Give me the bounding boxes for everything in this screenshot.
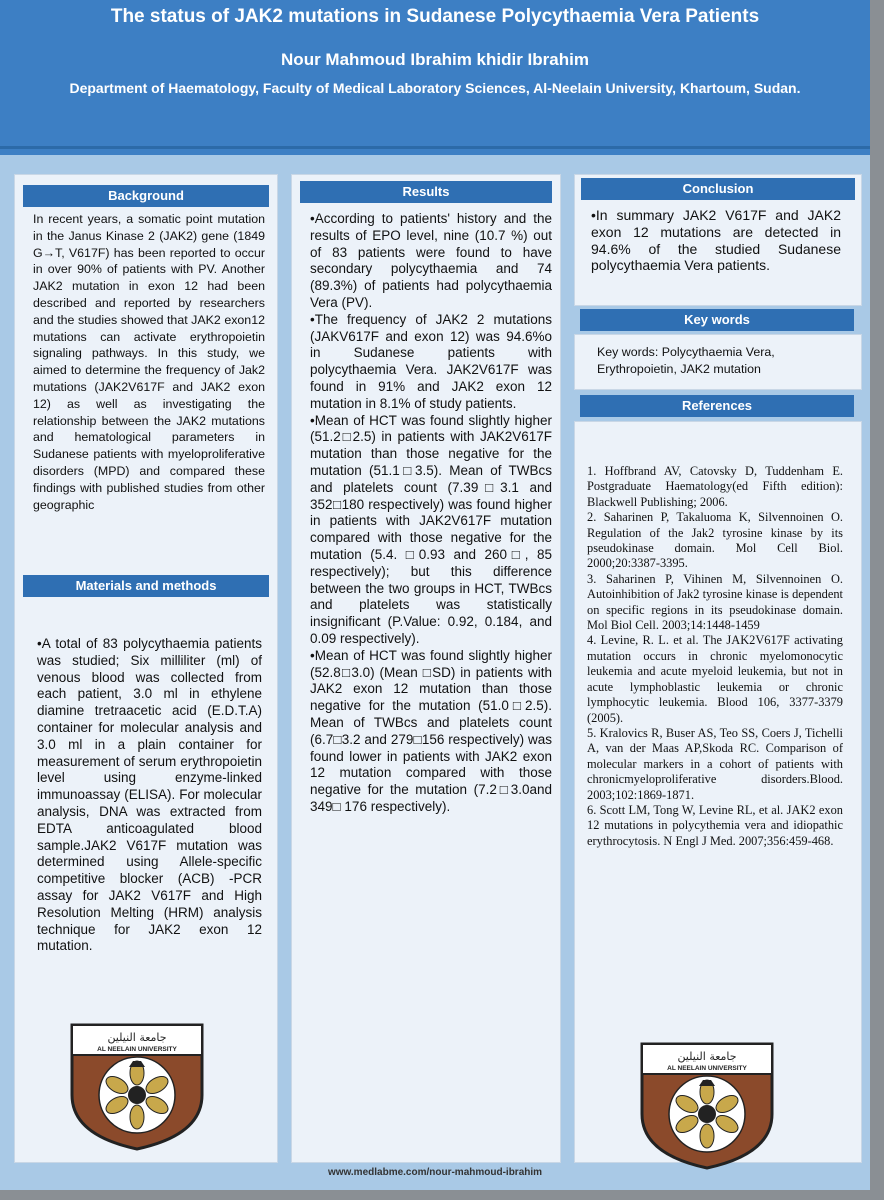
results-paragraph: •Mean of HCT was found slightly higher (52.8□3.0) (Mean □SD) in patients with JAK2 exon 12 mutation than those negative for the mutation (51.0□2.5). Mean of TWBcs and platelets count (6.7□3.2 and 279□156 respectively) was found lower in patients with JAK2 exon 12 mutation compared with those negative for the mutation (7.2□3.0and 349□ 176 respectively). — [310, 647, 552, 814]
header-divider — [0, 146, 870, 149]
results-paragraph: •According to patients' history and the results of EPO level, nine (10.7 %) out of 83 patients were found to have secondary polycythaemia and 74 (89.3%) of patients had polycythaemia Vera (PV). — [310, 211, 552, 310]
poster-department: Department of Haematology, Faculty of Medical Laboratory Sciences, Al-Neelain University, Khartoum, Sudan. — [69, 80, 801, 96]
conclusion-text: •In summary JAK2 V617F and JAK2 exon 12 mutations are detected in 94.6% of the studied Sudanese polycythaemia Vera patients. — [591, 207, 841, 274]
keywords-text: Key words: Polycythaemia Vera, Erythropoietin, JAK2 mutation — [597, 345, 775, 376]
reference-item: 3. Saharinen P, Vihinen M, Silvennoinen O. Autoinhibition of Jak2 tyrosine kinase is dependent on specific regions in its pseudokinase domain. Mol Biol Cell. 2003;14:1448-1459 — [587, 571, 843, 633]
keywords-box — [574, 334, 862, 390]
logo-arabic-text: جامعة النيلين — [677, 1050, 737, 1063]
logo-english-text: AL NEELAIN UNIVERSITY — [667, 1065, 747, 1072]
reference-item: 4. Levine, R. L. et al. The JAK2V617F activating mutation occurs in chronic myelomonocytic leukemia and acute myeloid leukemia, but not in acute lymphoblastic leukemia or chronic lymphocytic leukemia. Blood 106, 3377-3379 (2005). — [587, 633, 843, 725]
background-heading: Background — [23, 185, 269, 207]
logo-english-text: AL NEELAIN UNIVERSITY — [97, 1046, 177, 1053]
references-box — [574, 421, 862, 1163]
left-column — [14, 174, 278, 1163]
results-heading: Results — [300, 181, 552, 203]
poster-header — [0, 0, 870, 155]
logo-core — [128, 1086, 146, 1104]
keywords-heading: Key words — [580, 309, 854, 331]
footer-url: www.medlabme.com/nour-mahmoud-ibrahim — [327, 1167, 543, 1178]
middle-column — [291, 174, 561, 1163]
references-heading: References — [580, 395, 854, 417]
reference-item: 5. Kralovics R, Buser AS, Teo SS, Coers J, Tichelli A, van der Maas AP,Skoda RC. Comparison of molecular markers in a cohort of patients with chronicmyeloproliferative disorders.Blood. 2003;102:1869-1871. — [587, 725, 843, 802]
university-logo — [637, 1042, 777, 1170]
reference-item: 1. Hoffbrand AV, Catovsky D, Tuddenham E. Postgraduate Haematology(ed Fifth edition): Blackwell Publishing; 2006. — [587, 464, 843, 509]
reference-item: 6. Scott LM, Tong W, Levine RL, et al. JAK2 exon 12 mutations in polycythemia vera and idiopathic erythrocytosis. N Engl J Med. 2007;356:459-468. — [587, 802, 843, 848]
poster-author: Nour Mahmoud Ibrahim khidir Ibrahim — [281, 50, 589, 69]
results-paragraph: •The frequency of JAK2 2 mutations (JAKV617F and exon 12) was 94.6%o in Sudanese patients with polycythaemia Vera. JAK2V617F was found in 91% and JAK2 exon 12 mutation in 8.1% of study patients. — [310, 311, 552, 411]
university-logo — [67, 1023, 207, 1151]
results-paragraph: •Mean of HCT was found slightly higher (51.2□2.5) in patients with JAK2V617F mutation than those negative for the mutation (51.1□3.5). Mean of TWBcs and platelets count (7.39□3.1 and 352□180 respectively) was found higher in patients with JAK2V617F mutation compared with those negative for the mutation (5.4. □0.93 and 260□, 85 respectively); but this difference between the two groups in HCT, TWBcs and platelets was statistically insignificant (P.Value: 0.92, 0.184, and 0.09 respectively). — [310, 412, 552, 646]
background-text: In recent years, a somatic point mutation in the Janus Kinase 2 (JAK2) gene (1849 G→T, V617F) has been reported to occur in over 90% of patients with PV. Another JAK2 mutation in exon 12 had been described and reported by researchers and the studies showed that JAK2 exon12 mutations can activate erythropoietin signaling pathways. In this study, we aimed to determine the frequency of Jak2 mutations (JAK2V617F and JAK2 exon 12) as well as investigating the relationship between the JAK2 mutations and hematological parameters in Sudanese patients with myeloproliferative disorders (MPD) and compared these findings with published studies from other geographic — [33, 212, 265, 512]
conclusion-heading: Conclusion — [581, 178, 855, 200]
results-text — [310, 211, 552, 816]
right-column-top — [574, 174, 862, 306]
references-list — [587, 464, 843, 849]
reference-item: 2. Saharinen P, Takaluoma K, Silvennoinen O. Regulation of the Jak2 tyrosine kinase by its pseudokinase domain. Mol Cell Biol. 2000;20:3387-3395. — [587, 510, 843, 571]
logo-arabic-text: جامعة النيلين — [107, 1031, 167, 1044]
poster-title: The status of JAK2 mutations in Sudanese Polycythaemia Vera Patients — [110, 6, 760, 27]
methods-heading: Materials and methods — [23, 575, 269, 597]
methods-text: •A total of 83 polycythaemia patients was studied; Six milliliter (ml) of venous blood was collected from each patient, 3.0 ml in ethylene diamine tretraacetic acid (E.D.T.A) container for molecular analysis and 3.0 ml in a plain container for measurement of serum erythropoietin level using enzyme-linked immunoassay (ELISA). For molecular analysis, DNA was extracted from EDTA anticoagulated blood sample.JAK2 V617F mutation was determined using Allele-specific competitive blocker (ACB) -PCR assay for JAK2 V617F and High Resolution Melting (HRM) analysis technique for JAK2 exon 12 mutation. — [37, 636, 262, 954]
logo-core — [698, 1105, 716, 1123]
